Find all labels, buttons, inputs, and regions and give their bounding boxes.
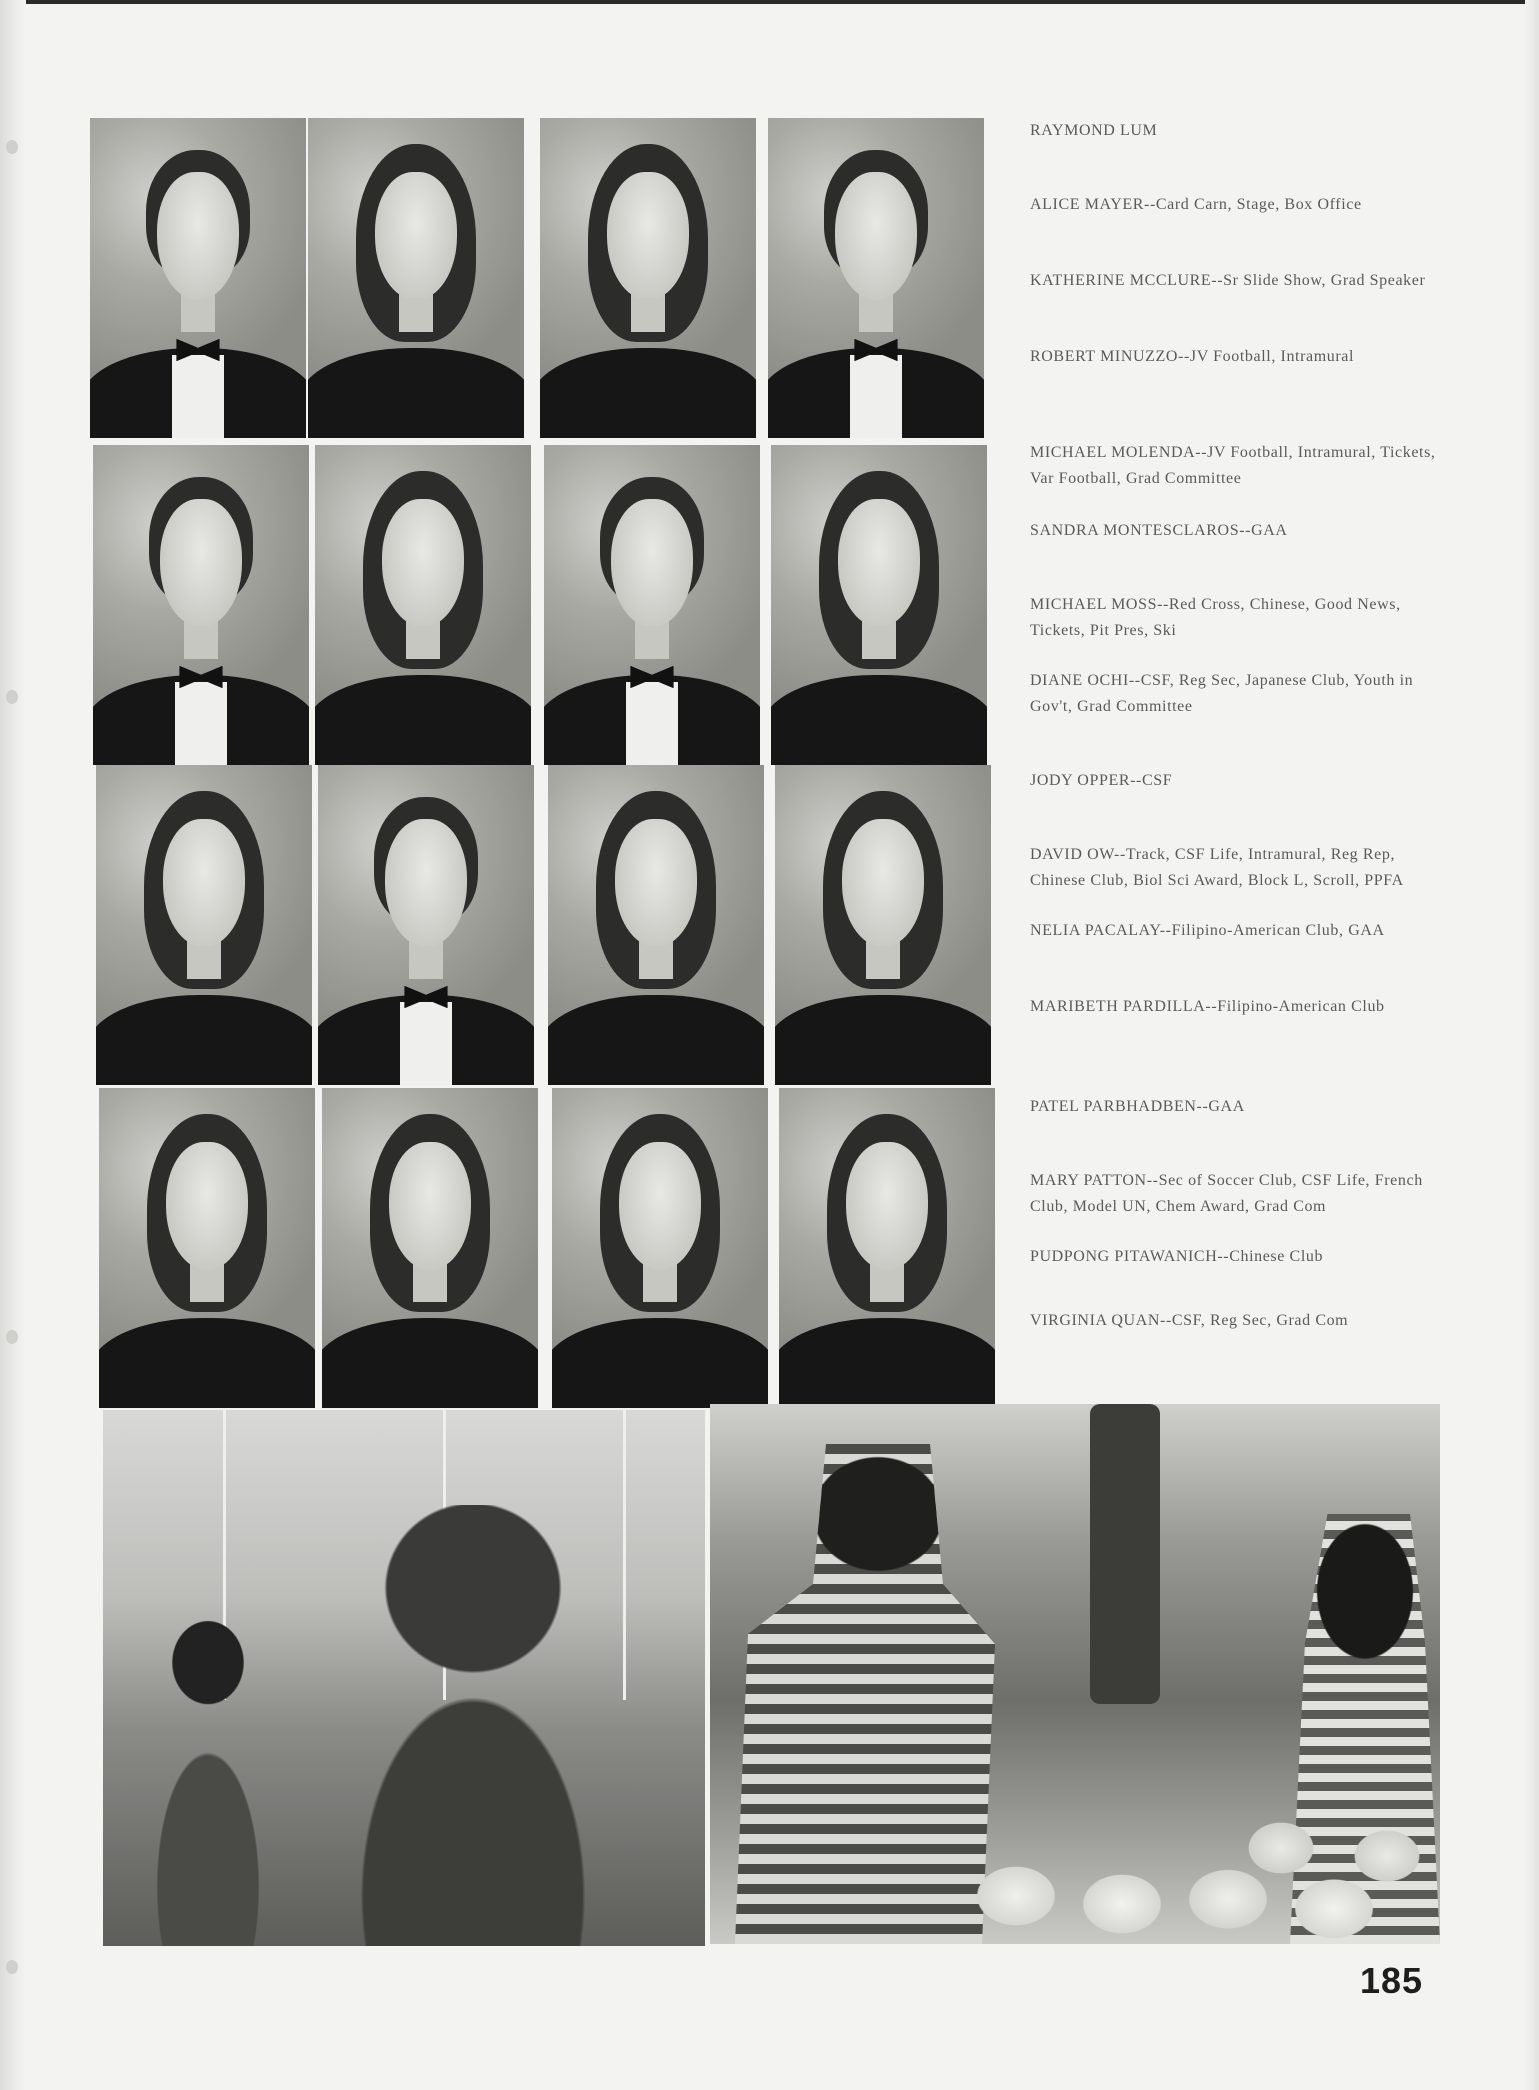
face: [607, 172, 689, 300]
face: [838, 499, 920, 627]
formal-attire: [779, 1318, 995, 1408]
portrait-raymond-lum: [90, 118, 306, 438]
portrait-nelia-pacalay: [548, 765, 764, 1085]
caption-virginia-quan: VIRGINIA QUAN--CSF, Reg Sec, Grad Com: [1030, 1312, 1349, 1329]
binding-hole: [6, 140, 18, 154]
binding-hole: [6, 1330, 18, 1344]
caption-michael-moss: MICHAEL MOSS--Red Cross, Chinese, Good News, Tickets, Pit Pres, Ski: [1030, 596, 1401, 639]
caption-michael-molenda: MICHAEL MOLENDA--JV Football, Intramural, Tickets, Var Football, Grad Committee: [1030, 444, 1436, 487]
formal-attire: [552, 1318, 768, 1408]
white-shirt: [175, 682, 227, 765]
portrait-michael-moss: [544, 445, 760, 765]
binding-hole: [6, 690, 18, 704]
formal-attire: [96, 995, 312, 1085]
face: [619, 1142, 701, 1270]
portrait-pudpong-pitawanich: [552, 1088, 768, 1408]
smiling-student: [343, 1505, 603, 1946]
portrait-diane-ochi: [771, 445, 987, 765]
caption-katherine-mcclure: KATHERINE MCCLURE--Sr Slide Show, Grad Speaker: [1030, 272, 1426, 289]
caption-david-ow: DAVID OW--Track, CSF Life, Intramural, Reg Rep, Chinese Club, Biol Sci Award, Block L, Scroll, PPFA: [1030, 846, 1404, 889]
portrait-david-ow: [318, 765, 534, 1085]
formal-attire: [99, 1318, 315, 1408]
candid-photo-students-hallway: [103, 1410, 705, 1946]
face: [389, 1142, 471, 1270]
formal-attire: [548, 995, 764, 1085]
caption-maribeth-pardilla: MARIBETH PARDILLA--Filipino-American Club: [1030, 998, 1385, 1015]
portrait-patel-parbhadben: [99, 1088, 315, 1408]
caption-jody-opper: JODY OPPER--CSF: [1030, 772, 1173, 789]
binding-margin: [0, 0, 26, 2090]
tree-trunk: [1090, 1404, 1160, 1704]
page-top-edge: [0, 0, 1539, 4]
candid-photo-pumpkin-sale: [710, 1404, 1440, 1944]
face: [842, 819, 924, 947]
portrait-alice-mayer: [308, 118, 524, 438]
caption-pudpong-pitawanich: PUDPONG PITAWANICH--Chinese Club: [1030, 1248, 1324, 1265]
portrait-mary-patton: [322, 1088, 538, 1408]
page-number: 185: [1360, 1960, 1424, 2001]
face: [166, 1142, 248, 1270]
portrait-katherine-mcclure: [540, 118, 756, 438]
portrait-jody-opper: [96, 765, 312, 1085]
face: [160, 499, 242, 627]
binding-hole: [6, 1960, 18, 1974]
portrait-michael-molenda: [93, 445, 309, 765]
window-frame: [623, 1410, 626, 1700]
caption-sandra-montesclaros: SANDRA MONTESCLAROS--GAA: [1030, 522, 1288, 539]
face: [163, 819, 245, 947]
page-right-edge: [1525, 0, 1539, 2090]
face: [846, 1142, 928, 1270]
caption-mary-patton: MARY PATTON--Sec of Soccer Club, CSF Life, French Club, Model UN, Chem Award, Grad Com: [1030, 1172, 1423, 1215]
caption-alice-mayer: ALICE MAYER--Card Carn, Stage, Box Office: [1030, 196, 1362, 213]
face: [382, 499, 464, 627]
caption-robert-minuzzo: ROBERT MINUZZO--JV Football, Intramural: [1030, 348, 1355, 365]
face: [375, 172, 457, 300]
caption-raymond-lum: RAYMOND LUM: [1030, 122, 1158, 139]
formal-attire: [775, 995, 991, 1085]
face: [157, 172, 239, 300]
portrait-maribeth-pardilla: [775, 765, 991, 1085]
caption-nelia-pacalay: NELIA PACALAY--Filipino-American Club, GAA: [1030, 922, 1385, 939]
face: [385, 819, 467, 947]
formal-attire: [315, 675, 531, 765]
caption-patel-parbhadben: PATEL PARBHADBEN--GAA: [1030, 1098, 1245, 1115]
portrait-virginia-quan: [779, 1088, 995, 1408]
portrait-sandra-montesclaros: [315, 445, 531, 765]
pumpkins: [910, 1784, 1440, 1944]
white-shirt: [172, 355, 224, 438]
face: [835, 172, 917, 300]
formal-attire: [771, 675, 987, 765]
white-shirt: [400, 1002, 452, 1085]
white-shirt: [626, 682, 678, 765]
formal-attire: [308, 348, 524, 438]
formal-attire: [540, 348, 756, 438]
formal-attire: [322, 1318, 538, 1408]
caption-diane-ochi: DIANE OCHI--CSF, Reg Sec, Japanese Club, Youth in Gov't, Grad Committee: [1030, 672, 1414, 715]
face: [615, 819, 697, 947]
background-student: [143, 1615, 273, 1946]
portrait-robert-minuzzo: [768, 118, 984, 438]
white-shirt: [850, 355, 902, 438]
face: [611, 499, 693, 627]
